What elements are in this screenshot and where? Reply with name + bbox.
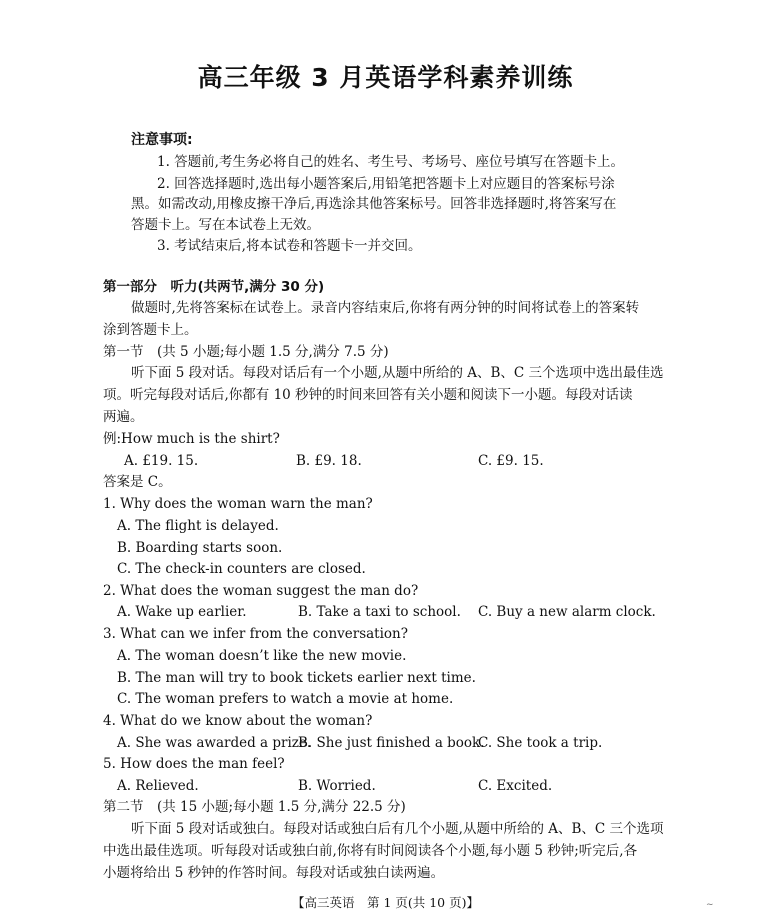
section1-instructions: 听下面 5 段对话。每段对话后有一个小题,从题中所给的 A、B、C 三个选项中选出最佳选 xyxy=(131,365,664,381)
question: 5. How does the man feel? xyxy=(103,756,285,772)
footer-mark: ~ xyxy=(706,900,714,910)
notice-item: 3. 考试结束后,将本试卷和答题卡一并交回。 xyxy=(157,238,422,254)
answer-option: C. Excited. xyxy=(478,778,553,794)
answer-option: C. Buy a new alarm clock. xyxy=(478,604,656,620)
section2-instructions: 小题将给出 5 秒钟的作答时间。每段对话或独白读两遍。 xyxy=(103,865,445,881)
answer-option: B. Take a taxi to school. xyxy=(298,604,461,620)
answer-option: A. The flight is delayed. xyxy=(117,518,279,534)
answer-option: B. The man will try to book tickets earlier next time. xyxy=(117,670,476,686)
answer-option: A. The woman doesn’t like the new movie. xyxy=(117,648,407,664)
notice-item: 黑。如需改动,用橡皮擦干净后,再选涂其他答案标号。回答非选择题时,将答案写在 xyxy=(131,196,617,212)
answer-option: C. The check-in counters are closed. xyxy=(117,561,366,577)
example-option: A. £19. 15. xyxy=(124,453,199,469)
page-footer: 【高三英语 第 1 页(共 10 页)】 xyxy=(291,895,479,910)
notice-item: 答题卡上。写在本试卷上无效。 xyxy=(131,217,320,233)
section2-instructions: 中选出最佳选项。听每段对话或独白前,你将有时间阅读各个小题,每小题 5 秒钟;听完后,各 xyxy=(103,843,638,859)
example-option: B. £9. 18. xyxy=(296,453,362,469)
page-title: 高三年级 3 月英语学科素养训练 xyxy=(197,63,574,92)
answer-option: A. Relieved. xyxy=(117,778,199,794)
notice-item: 1. 答题前,考生务必将自己的姓名、考生号、考场号、座位号填写在答题卡上。 xyxy=(157,154,624,170)
section1-heading: 第一节 (共 5 小题;每小题 1.5 分,满分 7.5 分) xyxy=(103,344,389,360)
section1-instructions: 两遍。 xyxy=(103,409,144,425)
notice-heading: 注意事项: xyxy=(131,132,193,148)
question: 2. What does the woman suggest the man do? xyxy=(103,583,419,599)
section1-instructions: 项。听完每段对话后,你都有 10 秒钟的时间来回答有关小题和阅读下一小题。每段对话读 xyxy=(103,387,633,403)
notice-item: 2. 回答选择题时,选出每小题答案后,用铅笔把答题卡上对应题目的答案标号涂 xyxy=(157,176,615,192)
example-answer: 答案是 C。 xyxy=(103,474,172,490)
part1-heading: 第一部分 听力(共两节,满分 30 分) xyxy=(103,279,325,295)
answer-option: C. She took a trip. xyxy=(478,735,603,751)
section2-heading: 第二节 (共 15 小题;每小题 1.5 分,满分 22.5 分) xyxy=(103,799,406,815)
answer-option: A. She was awarded a prize. xyxy=(117,735,312,751)
answer-option: A. Wake up earlier. xyxy=(117,604,247,620)
example-option: C. £9. 15. xyxy=(478,453,544,469)
section2-instructions: 听下面 5 段对话或独白。每段对话或独白后有几个小题,从题中所给的 A、B、C 三个选项 xyxy=(131,821,664,837)
part1-intro: 做题时,先将答案标在试卷上。录音内容结束后,你将有两分钟的时间将试卷上的答案转 xyxy=(131,300,640,316)
question: 4. What do we know about the woman? xyxy=(103,713,373,729)
example-question: 例:How much is the shirt? xyxy=(103,431,280,447)
answer-option: B. Boarding starts soon. xyxy=(117,540,283,556)
answer-option: B. Worried. xyxy=(298,778,376,794)
question: 1. Why does the woman warn the man? xyxy=(103,496,373,512)
question: 3. What can we infer from the conversation? xyxy=(103,626,408,642)
part1-intro: 涂到答题卡上。 xyxy=(103,322,198,338)
answer-option: B. She just finished a book. xyxy=(298,735,485,751)
answer-option: C. The woman prefers to watch a movie at home. xyxy=(117,691,454,707)
